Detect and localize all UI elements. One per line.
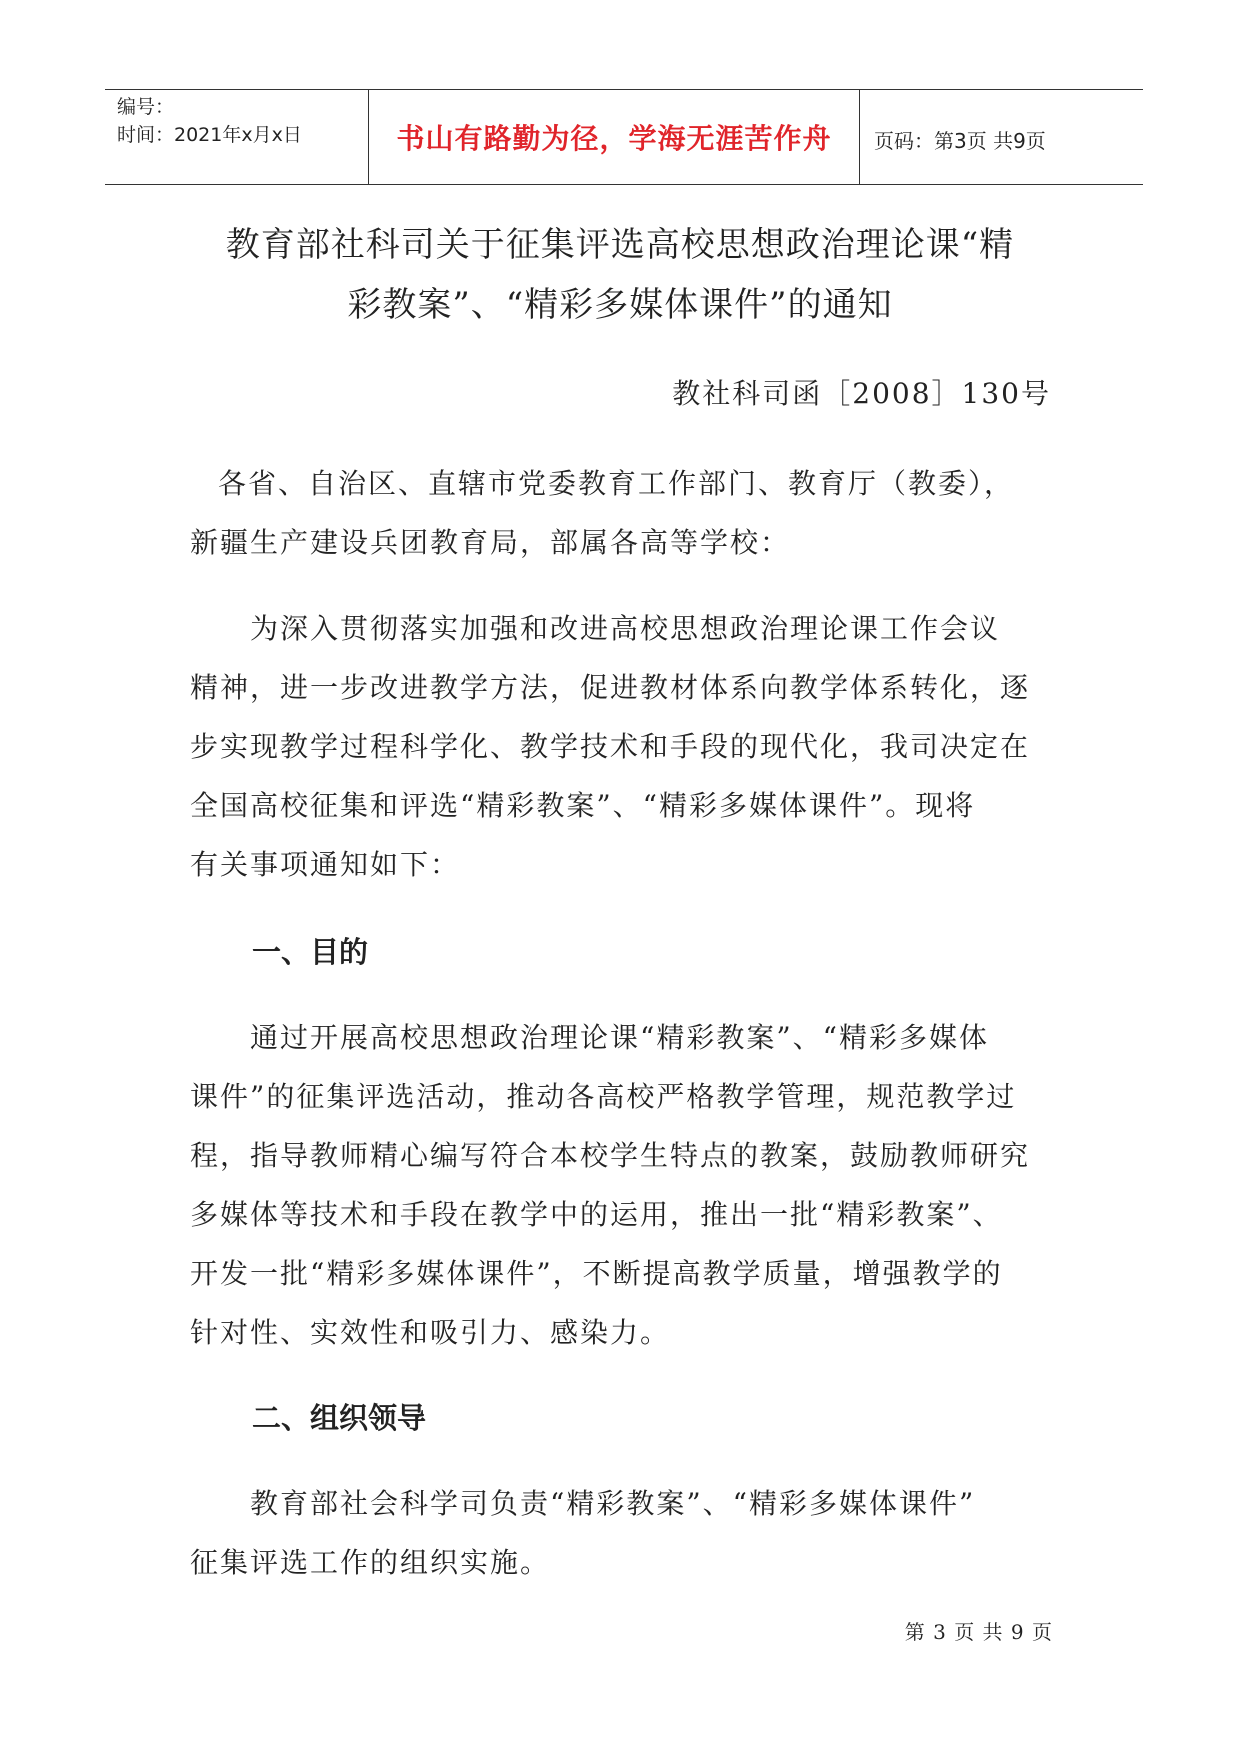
document-number: 教社科司函［2008］130号 [672,377,1051,410]
header-right-cell [860,90,1143,184]
time-label: 时间：2021年x月x日 [117,124,302,146]
title-line: 彩教案”、“精彩多媒体课件”的通知 [347,285,893,325]
page-footer: 第 3 页 共 9 页 [904,1620,1053,1644]
document-title [160,215,1080,335]
paragraph-line: 程，指导教师精心编写符合本校学生特点的教案，鼓励教师研究 [190,1139,1031,1172]
header-page-label: 页码：第3页 共9页 [874,129,1046,153]
paragraph-line: 通过开展高校思想政治理论课“精彩教案”、“精彩多媒体 [250,1021,989,1054]
paragraph-line: 针对性、实效性和吸引力、感染力。 [190,1316,671,1349]
paragraph-line: 多媒体等技术和手段在教学中的运用，推出一批“精彩教案”、 [190,1198,1003,1231]
title-line: 教育部社科司关于征集评选高校思想政治理论课“精 [225,225,1015,265]
paragraph-line: 有关事项通知如下： [190,848,461,881]
section-heading: 二、组织领导 [252,1401,427,1435]
paragraph-line: 步实现教学过程科学化、教学技术和手段的现代化，我司决定在 [190,730,1031,763]
addressee-line: 新疆生产建设兵团教育局，部属各高等学校： [190,526,791,559]
addressee-line: 各省、自治区、直辖市党委教育工作部门、教育厅（教委）， [218,467,1015,500]
paragraph-line: 全国高校征集和评选“精彩教案”、“精彩多媒体课件”。现将 [190,789,976,822]
paragraph-line: 教育部社会科学司负责“精彩教案”、“精彩多媒体课件” [250,1487,976,1520]
header-motto-cell [368,90,860,184]
motto: 书山有路勤为径，学海无涯苦作舟 [396,122,832,155]
paragraph-line: 为深入贯彻落实加强和改进高校思想政治理论课工作会议 [250,612,1001,645]
paragraph-line: 精神，进一步改进教学方法，促进教材体系向教学体系转化，逐 [190,671,1031,704]
number-label: 编号： [117,96,175,118]
paragraph-line: 课件”的征集评选活动，推动各高校严格教学管理，规范教学过 [190,1080,1017,1113]
paragraph-line: 开发一批“精彩多媒体课件”，不断提高教学质量，增强教学的 [190,1257,1003,1290]
header-left-cell [105,90,368,184]
section-heading: 一、目的 [252,935,369,969]
paragraph-line: 征集评选工作的组织实施。 [190,1546,551,1579]
page-header [105,89,1143,185]
